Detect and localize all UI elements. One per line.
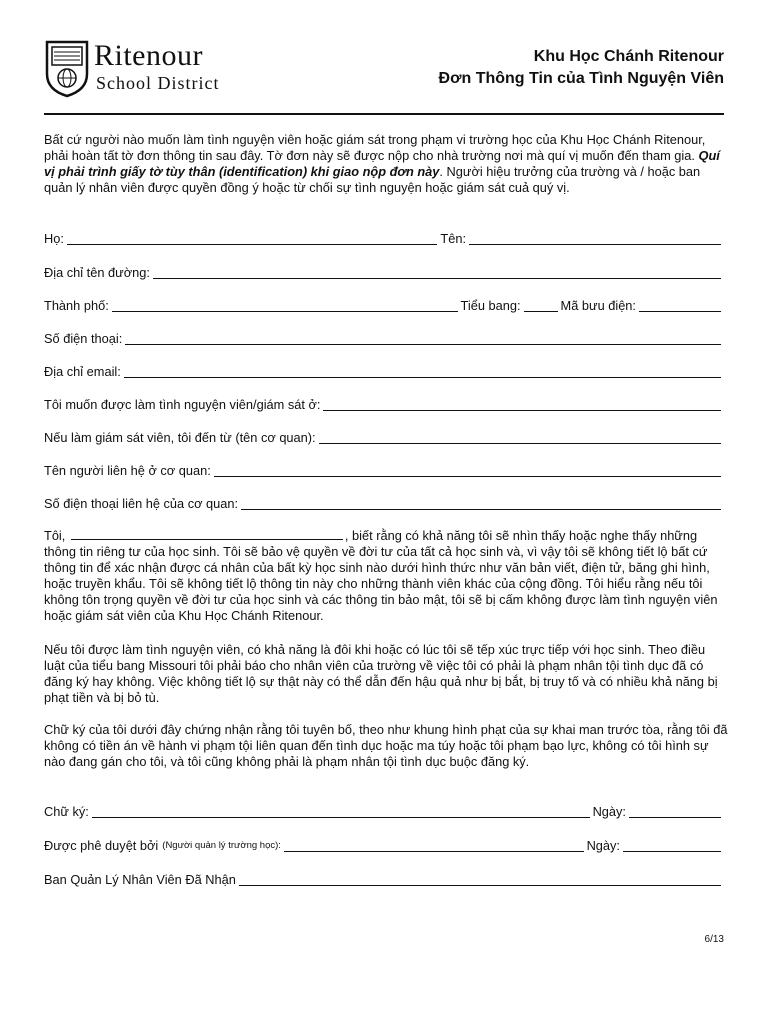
phone-field[interactable] <box>125 333 721 345</box>
approval-date-label: Ngày: <box>586 838 620 853</box>
received-label: Ban Quản Lý Nhân Viên Đã Nhận <box>44 872 236 887</box>
signature-field[interactable] <box>92 806 590 818</box>
signature-statement-paragraph: Chữ ký của tôi dưới đây chứng nhận rằng tôi tuyên bố, theo như khung hình phạt của sự khai man trước tòa, rằng tôi đã không có tiền án về hành vi phạm tội liên quan đến tình dục hoặc ma túy hoặc tôi phạm bạo lực, không có tôi hình sự nào đang gán cho tôi, và tôi cũng không phải là phạm nhân tội tình dục buộc đăng ký. <box>44 722 728 769</box>
confidentiality-paragraph <box>44 528 728 624</box>
city-label: Thành phố: <box>44 298 109 313</box>
agency-label: Nếu làm giám sát viên, tôi đến từ (tên cơ quan): <box>44 430 316 445</box>
agency-row <box>44 430 724 446</box>
contact-name-label: Tên người liên hệ ở cơ quan: <box>44 463 211 478</box>
header-divider <box>44 113 724 115</box>
confidentiality-text: , biết rằng có khả năng tôi sẽ nhìn thấy hoặc nghe thấy những thông tin riêng tư của học sinh. Tôi sẽ bảo vệ quyền về đời tư của tất cả học sinh và, vì vậy tôi sẽ không tiết lộ bất cứ thông tin để xác nhận được cá nhân của bất kỳ học sinh nào dưới hình thức như văn bản viết, điện tử, băng ghi hình, hoặc truyền khẩu. Tôi sẽ không tiết lộ thông tin này cho những thành viên khác của cộng đồng. Tôi hiểu rằng nếu tôi không tôn trọng quyền về đời tư của học sinh và các thông tin bảo mật, tôi sẽ bị cấm không được làm tình nguyện viên hoặc giám sát viên của Khu Học Chánh Ritenour. <box>44 528 718 623</box>
approved-by-label: Được phê duyệt bởi <box>44 838 159 853</box>
approval-date-field[interactable] <box>623 840 721 852</box>
form-title <box>439 46 724 90</box>
received-row <box>44 872 724 888</box>
signature-label: Chữ ký: <box>44 804 89 819</box>
approved-by-field[interactable] <box>284 840 584 852</box>
last-name-label: Họ: <box>44 231 64 246</box>
page-number: 6/13 <box>704 934 724 945</box>
signature-row <box>44 804 724 820</box>
phone-row <box>44 331 724 347</box>
contact-phone-row <box>44 496 724 512</box>
approved-by-note: (Người quản lý trường học): <box>162 840 281 851</box>
contact-name-row <box>44 463 724 479</box>
street-field[interactable] <box>153 267 721 279</box>
contact-name-field[interactable] <box>214 465 721 477</box>
logo-subtitle: School District <box>96 73 220 93</box>
intro-bold-notice: Quí vị phải trình giấy tờ tùy thân (identification) khi giao nộp đơn này <box>44 148 720 179</box>
volunteer-at-field[interactable] <box>323 399 721 411</box>
approval-row <box>44 838 724 854</box>
contact-phone-label: Số điện thoại liên hệ của cơ quan: <box>44 496 239 511</box>
street-label: Địa chỉ tên đường: <box>44 265 150 280</box>
name-row <box>44 231 724 247</box>
confidentiality-lead: Tôi, <box>44 528 66 543</box>
signature-date-field[interactable] <box>629 806 721 818</box>
logo-name: Ritenour <box>94 39 203 72</box>
first-name-field[interactable] <box>469 233 721 245</box>
last-name-field[interactable] <box>67 233 437 245</box>
zip-label: Mã bưu điện: <box>560 298 636 313</box>
shield-logo-icon <box>44 40 90 98</box>
city-field[interactable] <box>112 300 458 312</box>
intro-paragraph <box>44 132 728 196</box>
contact-phone-field[interactable] <box>241 498 721 510</box>
district-logo <box>44 40 224 100</box>
title-district: Khu Học Chánh Ritenour <box>533 48 724 65</box>
contact-disclosure-paragraph: Nếu tôi được làm tình nguyện viên, có khả năng là đôi khi hoặc có lúc tôi sẽ tếp xúc trực tiếp với học sinh. Theo điều luật của tiểu bang Missouri tôi phải báo cho nhân viên của trường về việc tôi có phải là phạm nhân tội tình dục đã có đăng ký hay không. Việc không tiết lộ sự thật này có thể dẫn đến hậu quả như bị bắt, bị truy tố và có nhiều khả năng bị phạt tiền và bị bỏ tù. <box>44 642 718 705</box>
first-name-label: Tên: <box>440 231 466 246</box>
email-field[interactable] <box>124 366 721 378</box>
declarant-name-field[interactable] <box>71 528 343 540</box>
volunteer-at-label: Tôi muốn được làm tình nguyện viên/giám sát ở: <box>44 397 321 412</box>
volunteer-at-row <box>44 397 724 413</box>
email-label: Địa chỉ email: <box>44 364 121 379</box>
state-field[interactable] <box>524 300 558 312</box>
state-label: Tiểu bang: <box>460 298 521 313</box>
street-row <box>44 265 724 281</box>
signature-date-label: Ngày: <box>592 804 626 819</box>
received-field[interactable] <box>239 874 721 886</box>
intro-text-2: . Người hiệu trưởng của trường và / hoặc ban quản lý nhân viên được quyền đồng ý hoặc từ chối sự tình nguyện hoặc giám sát cuả quý vị. <box>44 164 701 195</box>
intro-text-1: Bất cứ người nào muốn làm tình nguyện viên hoặc giám sát trong phạm vi trường học của Khu Học Chánh Ritenour, phải hoàn tất tờ đơn thông tin sau đây. Tờ đơn này sẽ được nộp cho nhà trường nơi mà quí vị muốn đến tham gia. <box>44 132 706 163</box>
zip-field[interactable] <box>639 300 721 312</box>
phone-label: Số điện thoại: <box>44 331 123 346</box>
title-form: Đơn Thông Tin của Tình Nguyện Viên <box>438 70 724 87</box>
agency-field[interactable] <box>319 432 721 444</box>
email-row <box>44 364 724 380</box>
city-row <box>44 298 724 314</box>
